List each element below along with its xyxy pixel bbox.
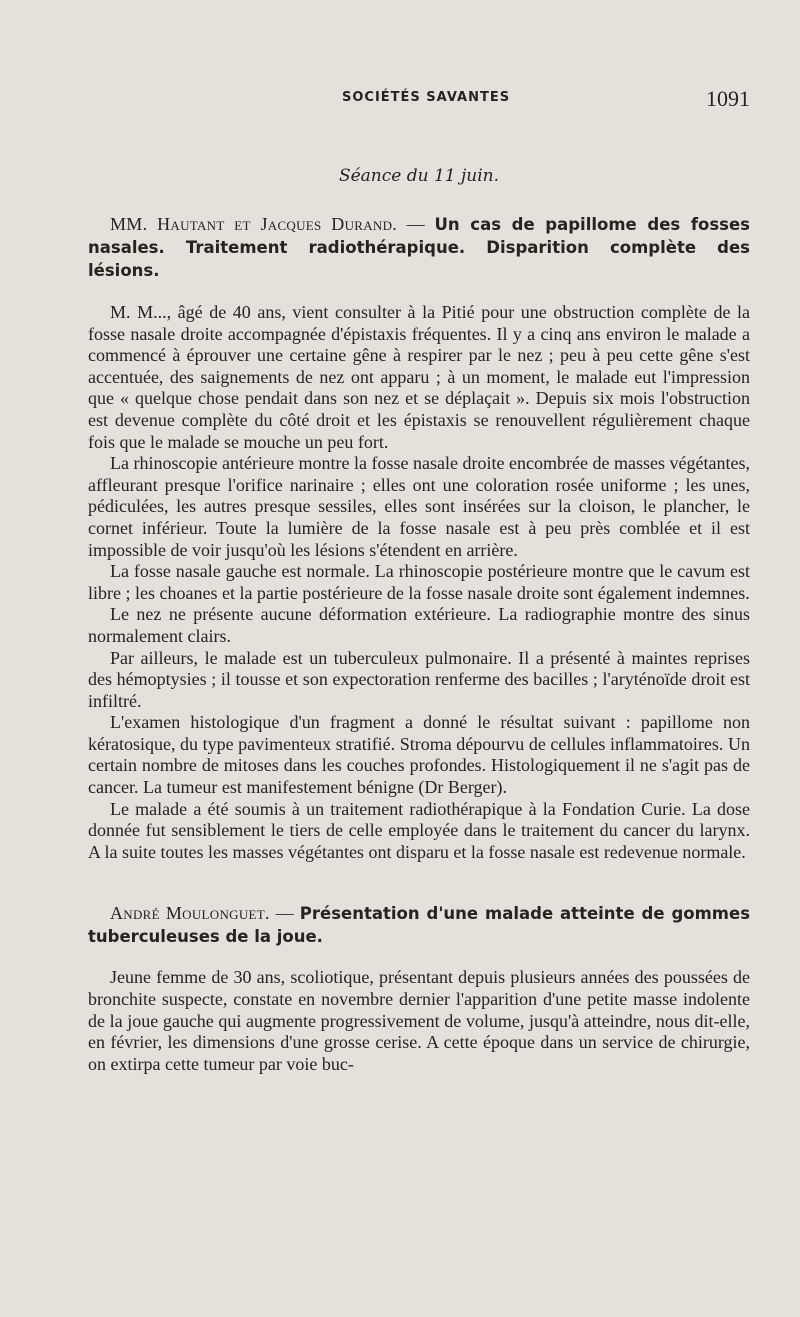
article2-title: Présentation d'une malade atteinte de gommes tuberculeuses de la joue. (88, 904, 751, 947)
running-title: SOCIÉTÉS SAVANTES (342, 90, 511, 105)
article2-heading (88, 902, 750, 948)
page-number: 1091 (706, 86, 750, 111)
article1-paragraph: Le nez ne présente aucune déformation extérieure. La radiographie montre des sinus normalement clairs. (88, 604, 750, 646)
article1-paragraph: L'examen histologique d'un fragment a donné le résultat suivant : papillome non kératosique, du type pavimenteux stratifié. Stroma dépourvu de cellules inflammatoires. Un certain nombre de mitoses dans les couches profondes. Histologiquement il ne s'agit pas de cancer. La tumeur est manifestement bénigne (Dr Berger). (88, 712, 750, 798)
article1-paragraph: La fosse nasale gauche est normale. La rhinoscopie postérieure montre que le cavum est libre ; les choanes et la partie postérieure de la fosse nasale droite sont également indemnes. (88, 561, 750, 603)
article1-paragraph: La rhinoscopie antérieure montre la fosse nasale droite encombrée de masses végétantes, affleurant presque l'orifice narinaire ; elles ont une coloration rosée uniforme ; les unes, pédiculées, les autres presque sessiles, elles sont insérées sur la cloison, le plancher, le cornet inférieur. Toute la lumière de la fosse nasale est à peu près comblée et il est impossible de voir jusqu'où les lésions s'étendent en arrière. (88, 453, 750, 560)
article1-title: Un cas de papillome des fosses nasales. Traitement radiothérapique. Disparition complète des lésions. (88, 215, 751, 280)
article1-heading (88, 213, 750, 282)
article2-authors: André Moulonguet. — (110, 903, 295, 924)
article2-paragraph: Jeune femme de 30 ans, scoliotique, présentant depuis plusieurs années des poussées de bronchite suspecte, constate en novembre dernier l'apparition d'une petite masse indolente de la joue gauche qui augmente progressivement de volume, jusqu'à atteindre, nous dit-elle, en février, les dimensions d'une grosse cerise. A cette époque dans un service de chirurgie, on extirpa cette tumeur par voie buc- (88, 967, 750, 1074)
article1-authors: MM. Hautant et Jacques Durand. — (110, 214, 426, 234)
article-body (88, 213, 750, 1075)
page-header (88, 86, 750, 116)
article1-paragraph: Le malade a été soumis à un traitement radiothérapique à la Fondation Curie. La dose donnée fut sensiblement le tiers de celle employée dans le traitement du cancer du larynx. A la suite toutes les masses végétantes ont disparu et la fosse nasale est redevenue normale. (88, 798, 750, 862)
session-heading: Séance du 11 juin. (338, 166, 500, 186)
article1-paragraph: Par ailleurs, le malade est un tuberculeux pulmonaire. Il a présenté à maintes reprises des hémoptysies ; il tousse et son expectoration renferme des bacilles ; l'aryténoïde droit est infiltré. (88, 647, 750, 711)
article1-paragraph: M. M..., âgé de 40 ans, vient consulter à la Pitié pour une obstruction complète de la fosse nasale droite accompagnée d'épistaxis fréquentes. Il y a cinq ans environ le malade a commencé à éprouver une certaine gêne à respirer par le nez ; peu à peu cette gêne s'est accentuée, des saignements de nez ont apparu ; à un moment, le malade eut l'impression que « quelque chose pendait dans son nez et se déplaçait ». Depuis six mois l'obstruction est devenue complète du côté droit et les épistaxis se renouvellent régulièrement chaque fois que le malade se mouche un peu fort. (88, 302, 750, 452)
